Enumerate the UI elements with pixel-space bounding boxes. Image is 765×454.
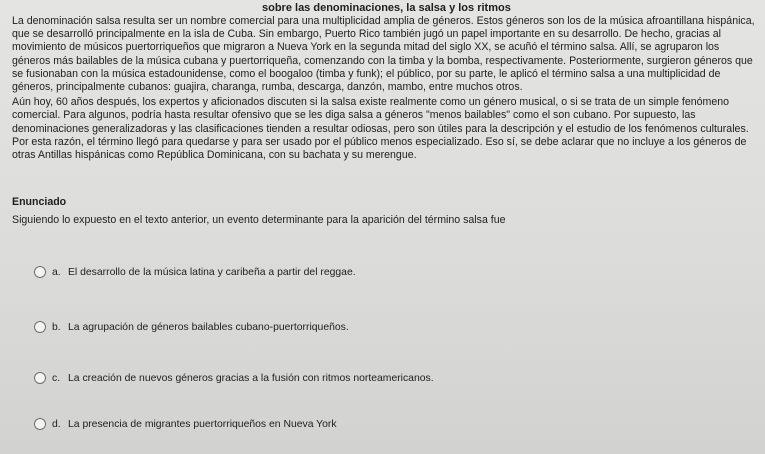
option-letter: a. (52, 266, 61, 278)
radio-option-c[interactable] (34, 372, 46, 384)
statement-heading: Enunciado (12, 196, 67, 208)
option-text: La agrupación de géneros bailables cubano-puertorriqueños. (68, 321, 349, 333)
option-letter: c. (52, 372, 61, 384)
radio-option-b[interactable] (34, 321, 46, 333)
radio-option-d[interactable] (34, 418, 46, 430)
option-d[interactable] (34, 418, 337, 430)
option-letter: d. (52, 418, 61, 430)
question-text: Siguiendo lo expuesto en el texto anterior, un evento determinante para la aparición del término salsa fue (12, 214, 506, 226)
option-b[interactable] (34, 321, 349, 333)
reading-paragraph: La denominación salsa resulta ser un nombre comercial para una multiplicidad amplia de géneros. Estos géneros son los de la música afroantillana hispánica, que se desarrolló principalmente en la isla de Cuba. Sin embargo, Puerto Rico también jugó un papel importante en su desarrollo. De hecho, gracias al movimiento de músicos puertorriqueños que migraron a Nueva York en la segunda mitad del siglo XX, se acuñó el término salsa. Allí, se agruparon los géneros más bailables de la música cubana y puertorriqueña, comenzando con la timba y la bomba, respectivamente. Posteriormente, surgieron géneros que se fusionaban con la música estadounidense, como el boogaloo (timba y funk); el público, por su parte, le aplicó el término salsa a una multiplicidad de géneros, principalmente cubanos: guajira, charanga, rumba, descarga, danzón, mambo, entre muchos otros. (12, 15, 755, 94)
option-text: La presencia de migrantes puertorriqueños en Nueva York (68, 418, 337, 430)
reading-paragraph: Aún hoy, 60 años después, los expertos y aficionados discuten si la salsa existe realmente como un género musical, o si se trata de un simple fenómeno comercial. Para algunos, podría hasta resultar ofensivo que se les diga salsa a géneros "menos bailables" como el son cubano. Por supuesto, las denominaciones generalizadoras y las clasificaciones tienden a resultar odiosas, pero son útiles para la descripción y el estudio de los fenómenos culturales. Por esta razón, el término llegó para quedarse y para ser usado por el público menos especializado. Eso sí, se debe aclarar que no incluye a los géneros de otras Antillas hispánicas como República Dominicana, con su bachata y su merengue. (12, 96, 749, 162)
radio-option-a[interactable] (34, 266, 46, 278)
option-text: La creación de nuevos géneros gracias a la fusión con ritmos norteamericanos. (68, 372, 434, 384)
option-a[interactable] (34, 266, 356, 278)
option-letter: b. (52, 321, 61, 333)
page-title: sobre las denominaciones, la salsa y los ritmos (262, 2, 511, 14)
reading-passage (12, 15, 756, 164)
option-text: El desarrollo de la música latina y caribeña a partir del reggae. (68, 266, 356, 278)
option-c[interactable] (34, 372, 434, 384)
